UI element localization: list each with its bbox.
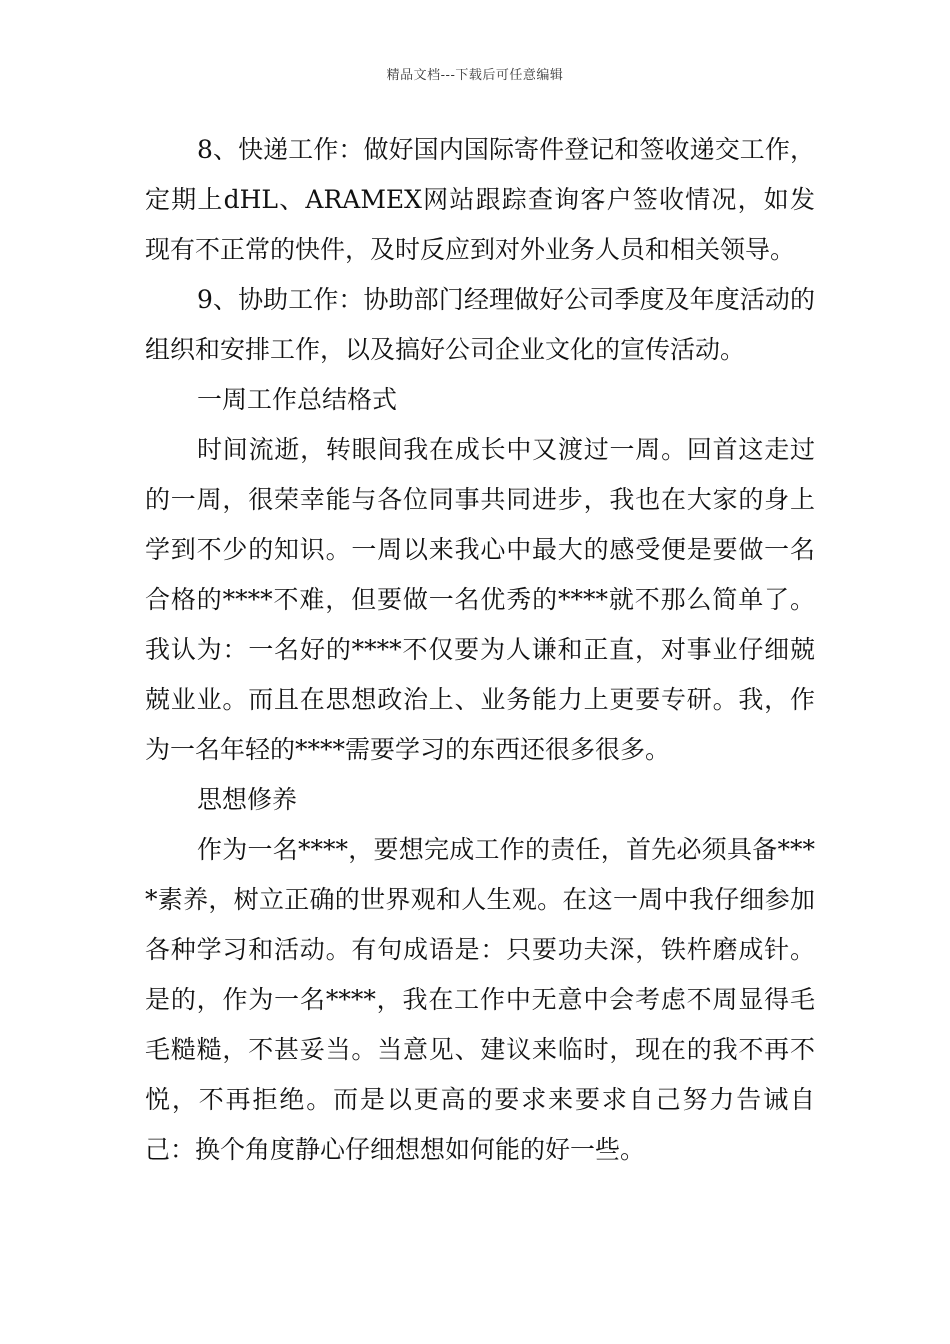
section-heading-weekly-summary: 一周工作总结格式	[197, 385, 398, 414]
paragraph-weekly-intro: 时间流逝，转眼间我在成长中又渡过一周。回首这走过的一周，很荣幸能与各位同事共同进步，我也在大家的身上学到不少的知识。一周以来我心中最大的感受便是要做一名合格的****不难，但要做一名优秀的****就不那么简单了。我认为：一名好的****不仅要为人谦和正直，对事业仔细兢兢业业。而且在思想政治上、业务能力上更要专研。我，作为一名年轻的****需要学习的东西还很多很多。	[145, 435, 815, 764]
document-body	[145, 125, 815, 1175]
paragraph-assist-work: 9、协助工作：协助部门经理做好公司季度及年度活动的组织和安排工作，以及搞好公司企业文化的宣传活动。	[145, 285, 815, 364]
section-heading-ideology: 思想修养	[197, 785, 298, 814]
paragraph-courier-work: 8、快递工作：做好国内国际寄件登记和签收递交工作，定期上dHL、ARAMEX网站跟踪查询客户签收情况，如发现有不正常的快件，及时反应到对外业务人员和相关领导。	[145, 135, 815, 264]
page-header: 精品文档---下载后可任意编辑	[386, 68, 564, 83]
paragraph-ideology: 作为一名****，要想完成工作的责任，首先必须具备****素养，树立正确的世界观和人生观。在这一周中我仔细参加各种学习和活动。有句成语是：只要功夫深，铁杵磨成针。是的，作为一名****，我在工作中无意中会考虑不周显得毛毛糙糙，不甚妥当。当意见、建议来临时，现在的我不再不悦，不再拒绝。而是以更高的要求来要求自己努力告诫自己：换个角度静心仔细想想如何能的好一些。	[145, 835, 815, 1164]
